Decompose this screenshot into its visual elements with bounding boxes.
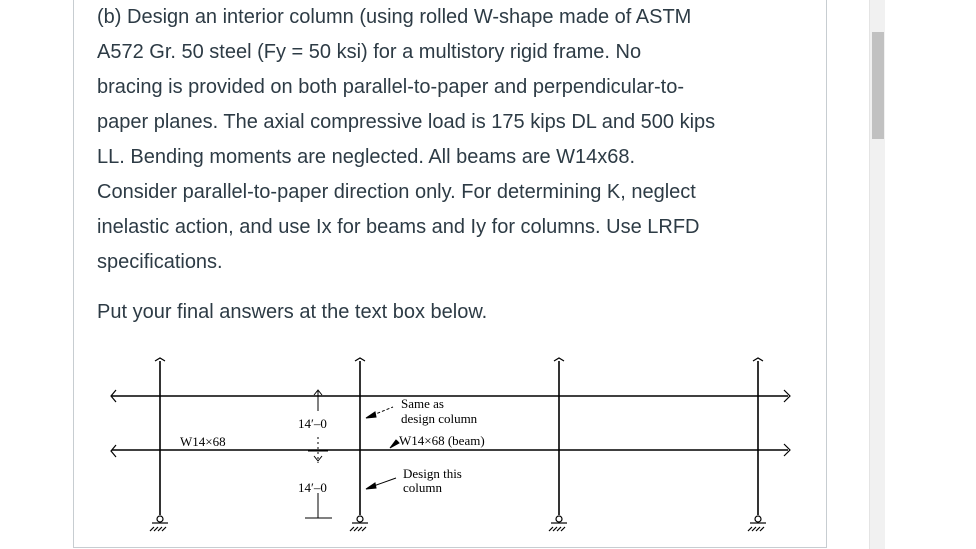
height-dimension <box>305 390 332 518</box>
note-design-column: design column <box>401 411 478 426</box>
question-line: inelastic action, and use Ix for beams and Iy for columns. Use LRFD <box>97 216 700 238</box>
fixed-support <box>350 516 368 531</box>
column-top-tick <box>753 358 763 361</box>
beam-size-label: W14×68 <box>180 434 226 449</box>
question-line: Consider parallel-to-paper direction only. For determining K, neglect <box>97 181 696 203</box>
upper-story-height: 14′–0 <box>298 416 327 431</box>
fixed-support <box>150 516 168 531</box>
note-design-this: Design this <box>403 466 462 481</box>
frame-diagram <box>100 345 810 547</box>
leader-arrow <box>366 407 393 418</box>
column-top-tick <box>355 358 365 361</box>
lower-story-height: 14′–0 <box>298 480 327 495</box>
question-line: specifications. <box>97 251 223 273</box>
note-same-as: Same as <box>401 396 444 411</box>
answer-instruction: Put your final answers at the text box below. <box>97 301 488 323</box>
question-line: LL. Bending moments are neglected. All beams are W14x68. <box>97 146 636 168</box>
question-line: bracing is provided on both parallel-to-paper and perpendicular-to- <box>97 76 685 98</box>
frame-figure <box>100 345 810 547</box>
question-line: A572 Gr. 50 steel (Fy = 50 ksi) for a multistory rigid frame. No <box>97 41 642 63</box>
leader-arrow <box>390 440 399 448</box>
question-text <box>97 0 812 280</box>
fixed-support <box>549 516 567 531</box>
note-beam-size: W14×68 (beam) <box>399 433 485 448</box>
column-top-tick <box>155 358 165 361</box>
note-column: column <box>403 480 442 495</box>
leader-arrow <box>366 478 396 489</box>
beam-end-arrow <box>111 445 116 457</box>
scrollbar-thumb[interactable] <box>872 32 884 139</box>
fixed-support <box>748 516 766 531</box>
column-top-tick <box>554 358 564 361</box>
question-line: (b) Design an interior column (using rolled W-shape made of ASTM <box>97 6 692 28</box>
question-line: paper planes. The axial compressive load is 175 kips DL and 500 kips <box>97 111 716 133</box>
vertical-scrollbar[interactable] <box>869 0 885 549</box>
